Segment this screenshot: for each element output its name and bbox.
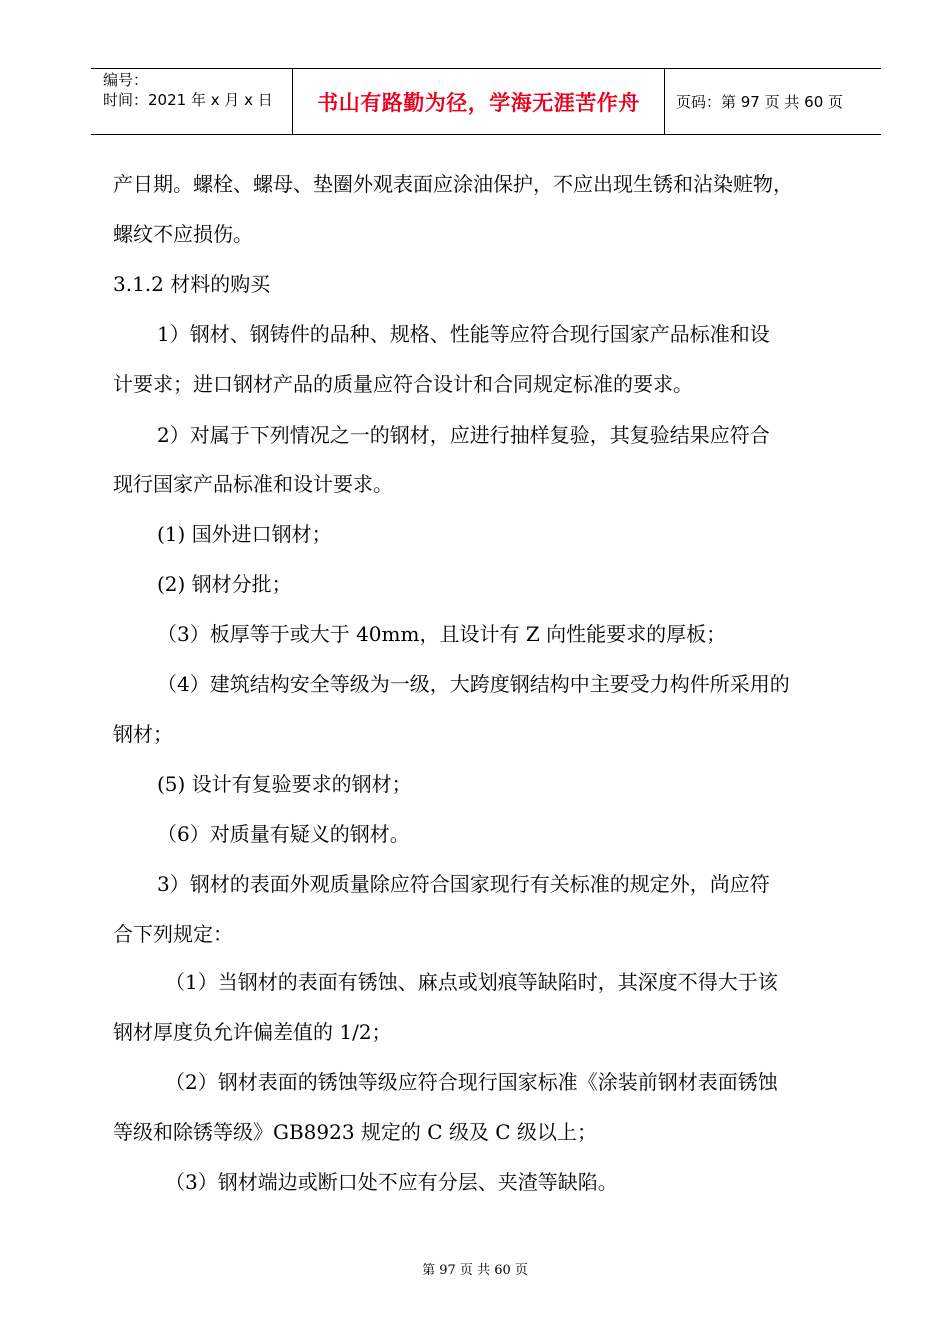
list-item: (2) 钢材分批； bbox=[157, 572, 292, 596]
list-item: （3）钢材端边或断口处不应有分层、夹渣等缺陷。 bbox=[165, 1170, 618, 1194]
body-line: 合下列规定： bbox=[113, 922, 233, 946]
time-label: 时间：2021 年 x 月 x 日 bbox=[103, 91, 273, 109]
header-meta bbox=[91, 69, 293, 134]
section-heading: 3.1.2 材料的购买 bbox=[113, 272, 271, 296]
list-item: （4）建筑结构安全等级为一级，大跨度钢结构中主要受力构件所采用的 bbox=[157, 672, 790, 696]
body-line: 螺纹不应损伤。 bbox=[113, 222, 253, 246]
header-motto: 书山有路勤为径，学海无涯苦作舟 bbox=[317, 90, 640, 115]
body-line: 3）钢材的表面外观质量除应符合国家现行有关标准的规定外，尚应符 bbox=[157, 872, 770, 896]
page-header bbox=[91, 68, 881, 135]
body-line: 2）对属于下列情况之一的钢材，应进行抽样复验，其复验结果应符合 bbox=[157, 423, 770, 447]
header-page-label: 页码：第 97 页 共 60 页 bbox=[676, 93, 844, 111]
body-line: 等级和除锈等级》GB8923 规定的 C 级及 C 级以上； bbox=[113, 1120, 597, 1144]
body-line: 现行国家产品标准和设计要求。 bbox=[113, 472, 393, 496]
list-item: (5) 设计有复验要求的钢材； bbox=[157, 772, 412, 796]
header-motto-cell bbox=[293, 69, 665, 134]
body-line: 计要求；进口钢材产品的质量应符合设计和合同规定标准的要求。 bbox=[113, 372, 693, 396]
list-item: （1）当钢材的表面有锈蚀、麻点或划痕等缺陷时，其深度不得大于该 bbox=[165, 970, 778, 994]
list-item: （3）板厚等于或大于 40mm，且设计有 Z 向性能要求的厚板； bbox=[157, 622, 727, 646]
number-label: 编号： bbox=[103, 71, 149, 89]
body-line: 钢材； bbox=[113, 722, 173, 746]
list-item: （2）钢材表面的锈蚀等级应符合现行国家标准《涂装前钢材表面锈蚀 bbox=[165, 1070, 778, 1094]
body-line: 钢材厚度负允许偏差值的 1/2； bbox=[113, 1020, 392, 1044]
body-line: 产日期。螺栓、螺母、垫圈外观表面应涂油保护，不应出现生锈和沾染赃物， bbox=[113, 172, 793, 196]
body-line: 1）钢材、钢铸件的品种、规格、性能等应符合现行国家产品标准和设 bbox=[157, 322, 770, 346]
list-item: (1) 国外进口钢材； bbox=[157, 522, 332, 546]
list-item: （6）对质量有疑义的钢材。 bbox=[157, 822, 410, 846]
header-page-cell bbox=[665, 69, 881, 134]
page-footer: 第 97 页 共 60 页 bbox=[422, 1263, 528, 1278]
